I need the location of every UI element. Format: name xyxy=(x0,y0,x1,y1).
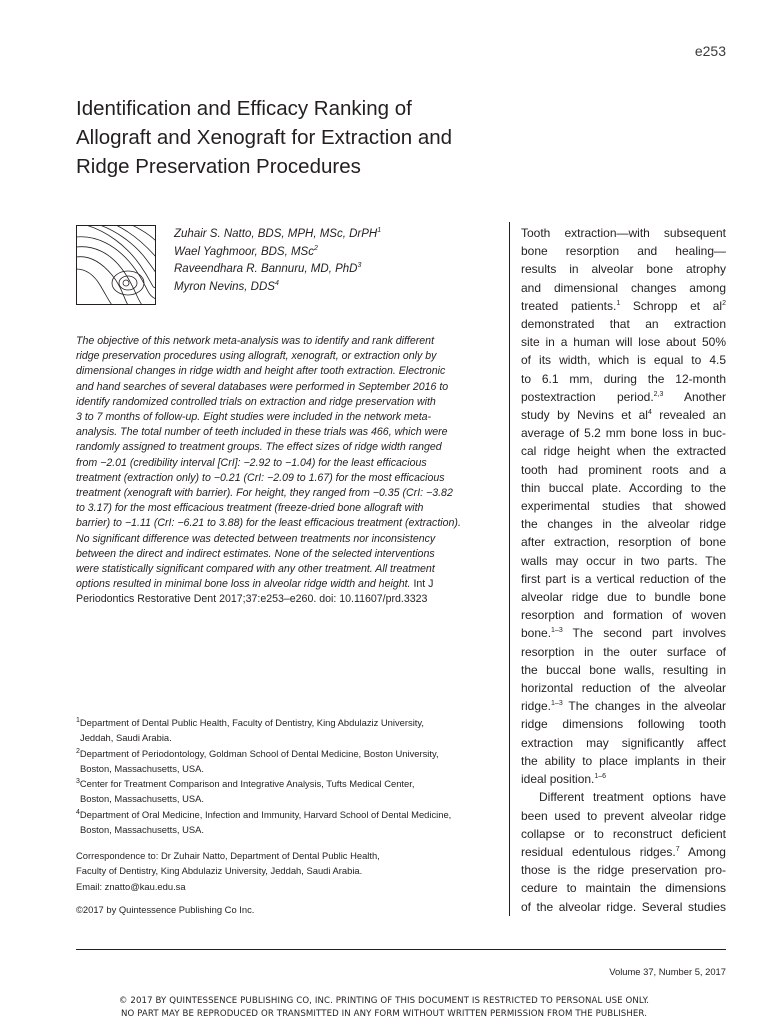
copyright-notice xyxy=(0,995,768,1021)
affiliation-cont: Boston, Massachusetts, USA. xyxy=(80,793,205,805)
correspondence xyxy=(76,848,506,894)
body-line: the buccal bone walls, resulting in xyxy=(521,662,726,677)
body-line: demonstrated that an extraction xyxy=(521,317,726,332)
contour-fingerprint-logo-icon xyxy=(76,225,156,305)
abstract xyxy=(76,334,506,608)
affiliation: $^4$Department of Oral Medicine, Infection and Immunity, Harvard School of Dental Medicine, xyxy=(76,808,452,820)
abstract-line: treatment (extraction only) to −0.21 (CrI: −2.09 to 1.67) for the most efficacious xyxy=(76,471,445,484)
abstract-line: from −2.01 (credibility interval [CrI]: −2.92 to −1.04) for the least efficacious xyxy=(76,456,427,469)
affiliation-cont: Boston, Massachusetts, USA. xyxy=(80,824,205,836)
title-line: Ridge Preservation Procedures xyxy=(76,155,361,178)
body-line: to 6.1 mm, during the 12-month xyxy=(521,371,726,386)
abstract-line: and hand searches of several databases were performed in September 2016 to xyxy=(76,380,449,393)
affiliations xyxy=(76,715,506,837)
abstract-line: options resulted in minimal bone loss in alveolar ridge width and height. Int J xyxy=(76,578,434,591)
body-line: experimental studies that showed xyxy=(521,499,726,514)
body-line: ridge dimensions following tooth xyxy=(521,717,726,732)
affiliation: $^2$Department of Periodontology, Goldman School of Dental Medicine, Boston University, xyxy=(76,747,439,759)
body-text-column xyxy=(521,224,726,916)
body-line: thin buccal plate. According to the xyxy=(521,480,726,495)
body-line: of the alveolar ridge. Several studies xyxy=(521,899,726,914)
affiliation-cont: Boston, Massachusetts, USA. xyxy=(80,762,205,774)
body-line: first part is a vertical reduction of the xyxy=(521,571,726,586)
body-line: those is the ridge preservation pro- xyxy=(521,863,726,878)
body-line: of its width, which is equal to 4.5 xyxy=(521,353,726,368)
abstract-line: to 3.17) for the most efficacious treatment (freeze-dried bone allograft with xyxy=(76,502,424,515)
abstract-line: barrier) to −1.11 (CrI: −6.21 to 3.88) for the least efficacious treatment (extraction). xyxy=(76,517,461,530)
body-line: bone.$^{1-3}$ The second part involves xyxy=(521,626,726,641)
abstract-line: The objective of this network meta-analysis was to identify and rank different xyxy=(76,335,435,347)
article-title xyxy=(76,94,546,181)
abstract-line: 3 to 7 months of follow-up. Eight studies were included in the network meta- xyxy=(76,411,432,424)
body-line: after extraction, resorption of bone xyxy=(521,535,726,550)
citation-line: Periodontics Restorative Dent 2017;37:e253–e260. doi: 10.11607/prd.3323 xyxy=(76,593,428,606)
body-line: extraction may significantly affect xyxy=(521,735,726,750)
body-line: cedure to maintain the dimensions xyxy=(521,881,726,896)
body-line: resorption and formation of woven xyxy=(521,608,726,623)
footer-rule xyxy=(76,949,726,950)
author-list xyxy=(174,226,381,296)
affiliation: $^1$Department of Dental Public Health, Faculty of Dentistry, King Abdulaziz University, xyxy=(76,716,424,728)
body-line: bone resorption and healing— xyxy=(521,244,726,259)
correspondence-line: Faculty of Dentistry, King Abdulaziz University, Jeddah, Saudi Arabia. xyxy=(76,865,363,877)
column-divider xyxy=(509,222,510,916)
notice-line: © 2017 BY QUINTESSENCE PUBLISHING CO, INC. PRINTING OF THIS DOCUMENT IS RESTRICTED TO PERSONAL USE ONLY. xyxy=(118,996,650,1006)
body-line: results in alveolar bone atrophy xyxy=(521,262,726,277)
body-line: ridge.$^{1-3}$ The changes in the alveolar xyxy=(521,699,726,714)
body-line: been used to prevent alveolar ridge xyxy=(521,808,726,823)
body-line: postextraction period.$^{2,3}$ Another xyxy=(521,389,727,404)
affiliation-cont: Jeddah, Saudi Arabia. xyxy=(80,732,172,744)
correspondence-line: Correspondence to: Dr Zuhair Natto, Department of Dental Public Health, xyxy=(76,850,380,861)
abstract-line: randomly assigned to treatment groups. The effect sizes of ridge width ranged xyxy=(76,441,442,454)
abstract-line: treatment (xenograft with barrier). For height, they ranged from −0.35 (CrI: −3.82 xyxy=(76,487,453,500)
body-line: walls may occur in two parts. The xyxy=(521,553,726,568)
title-line: Identification and Efficacy Ranking of xyxy=(76,97,412,120)
body-line: treated patients.$^1$ Schropp et $al^2$ xyxy=(521,298,726,313)
abstract-line: analysis. The total number of teeth included in these trials was 466, which were xyxy=(76,426,448,439)
abstract-line: identify randomized controlled trials on extraction and ridge preservation with xyxy=(76,395,436,408)
copyright-line: ©2017 by Quintessence Publishing Co Inc. xyxy=(76,904,255,915)
body-line: study by Nevins et $al^4$ revealed an xyxy=(521,408,726,423)
abstract-line: dimensional changes in ridge width and height after tooth extraction. Electronic xyxy=(76,365,446,378)
body-line: Different treatment options have xyxy=(539,790,726,805)
body-line: cal ridge height when the extracted xyxy=(521,444,726,459)
abstract-line: were statistically significant compared with any other treatment. All treatment xyxy=(76,563,435,576)
author: Myron Nevins, DDS$^4$ xyxy=(174,279,279,293)
author: Wael Yaghmoor, BDS, MSc$^2$ xyxy=(174,244,318,258)
body-line: and dimensional changes among xyxy=(521,280,726,295)
body-line: site in a human will lose about 50% xyxy=(521,335,726,350)
body-line: the ability to place implants in their xyxy=(521,753,726,768)
body-line: ideal position.$^{1-6}$ xyxy=(521,772,607,787)
author: Raveendhara R. Bannuru, MD, PhD$^3$ xyxy=(174,262,362,275)
affiliation: $^3$Center for Treatment Comparison and Integrative Analysis, Tufts Medical Center, xyxy=(76,778,415,790)
abstract-line: between the direct and indirect estimates. None of the selected interventions xyxy=(76,547,435,560)
volume-info: Volume 37, Number 5, 2017 xyxy=(609,966,726,977)
abstract-line: ridge preservation procedures using allograft, xenograft, or extraction only by xyxy=(76,350,437,363)
body-line: alveolar ridge due to bundle bone xyxy=(521,590,726,605)
abstract-line: No significant difference was detected between treatments nor inconsistency xyxy=(76,532,436,545)
body-line: tooth had prominent roots and a xyxy=(521,462,726,477)
body-line: average of 5.2 mm bone loss in buc- xyxy=(521,426,726,441)
body-line: Tooth extraction—with subsequent xyxy=(521,226,726,240)
page-number: e253 xyxy=(694,43,726,59)
body-line: horizontal reduction of the alveolar xyxy=(521,681,726,696)
body-line: residual edentulous ridges.$^7$ Among xyxy=(521,844,726,859)
correspondence-email[interactable]: Email: znatto@kau.edu.sa xyxy=(76,880,186,892)
body-line: the changes in the alveolar ridge xyxy=(521,517,726,532)
body-line: collapse or to reconstruct deficient xyxy=(521,826,726,841)
body-line: resorption in the outer surface of xyxy=(521,644,726,659)
title-line: Allograft and Xenograft for Extraction and xyxy=(76,126,453,149)
author: Zuhair S. Natto, BDS, MPH, MSc, DrPH$^1$ xyxy=(174,227,382,240)
citation-lead: Int J xyxy=(413,578,434,591)
notice-line: NO PART MAY BE REPRODUCED OR TRANSMITTED IN ANY FORM WITHOUT WRITTEN PERMISSION FROM THE PUBLISHER. xyxy=(120,1009,648,1019)
